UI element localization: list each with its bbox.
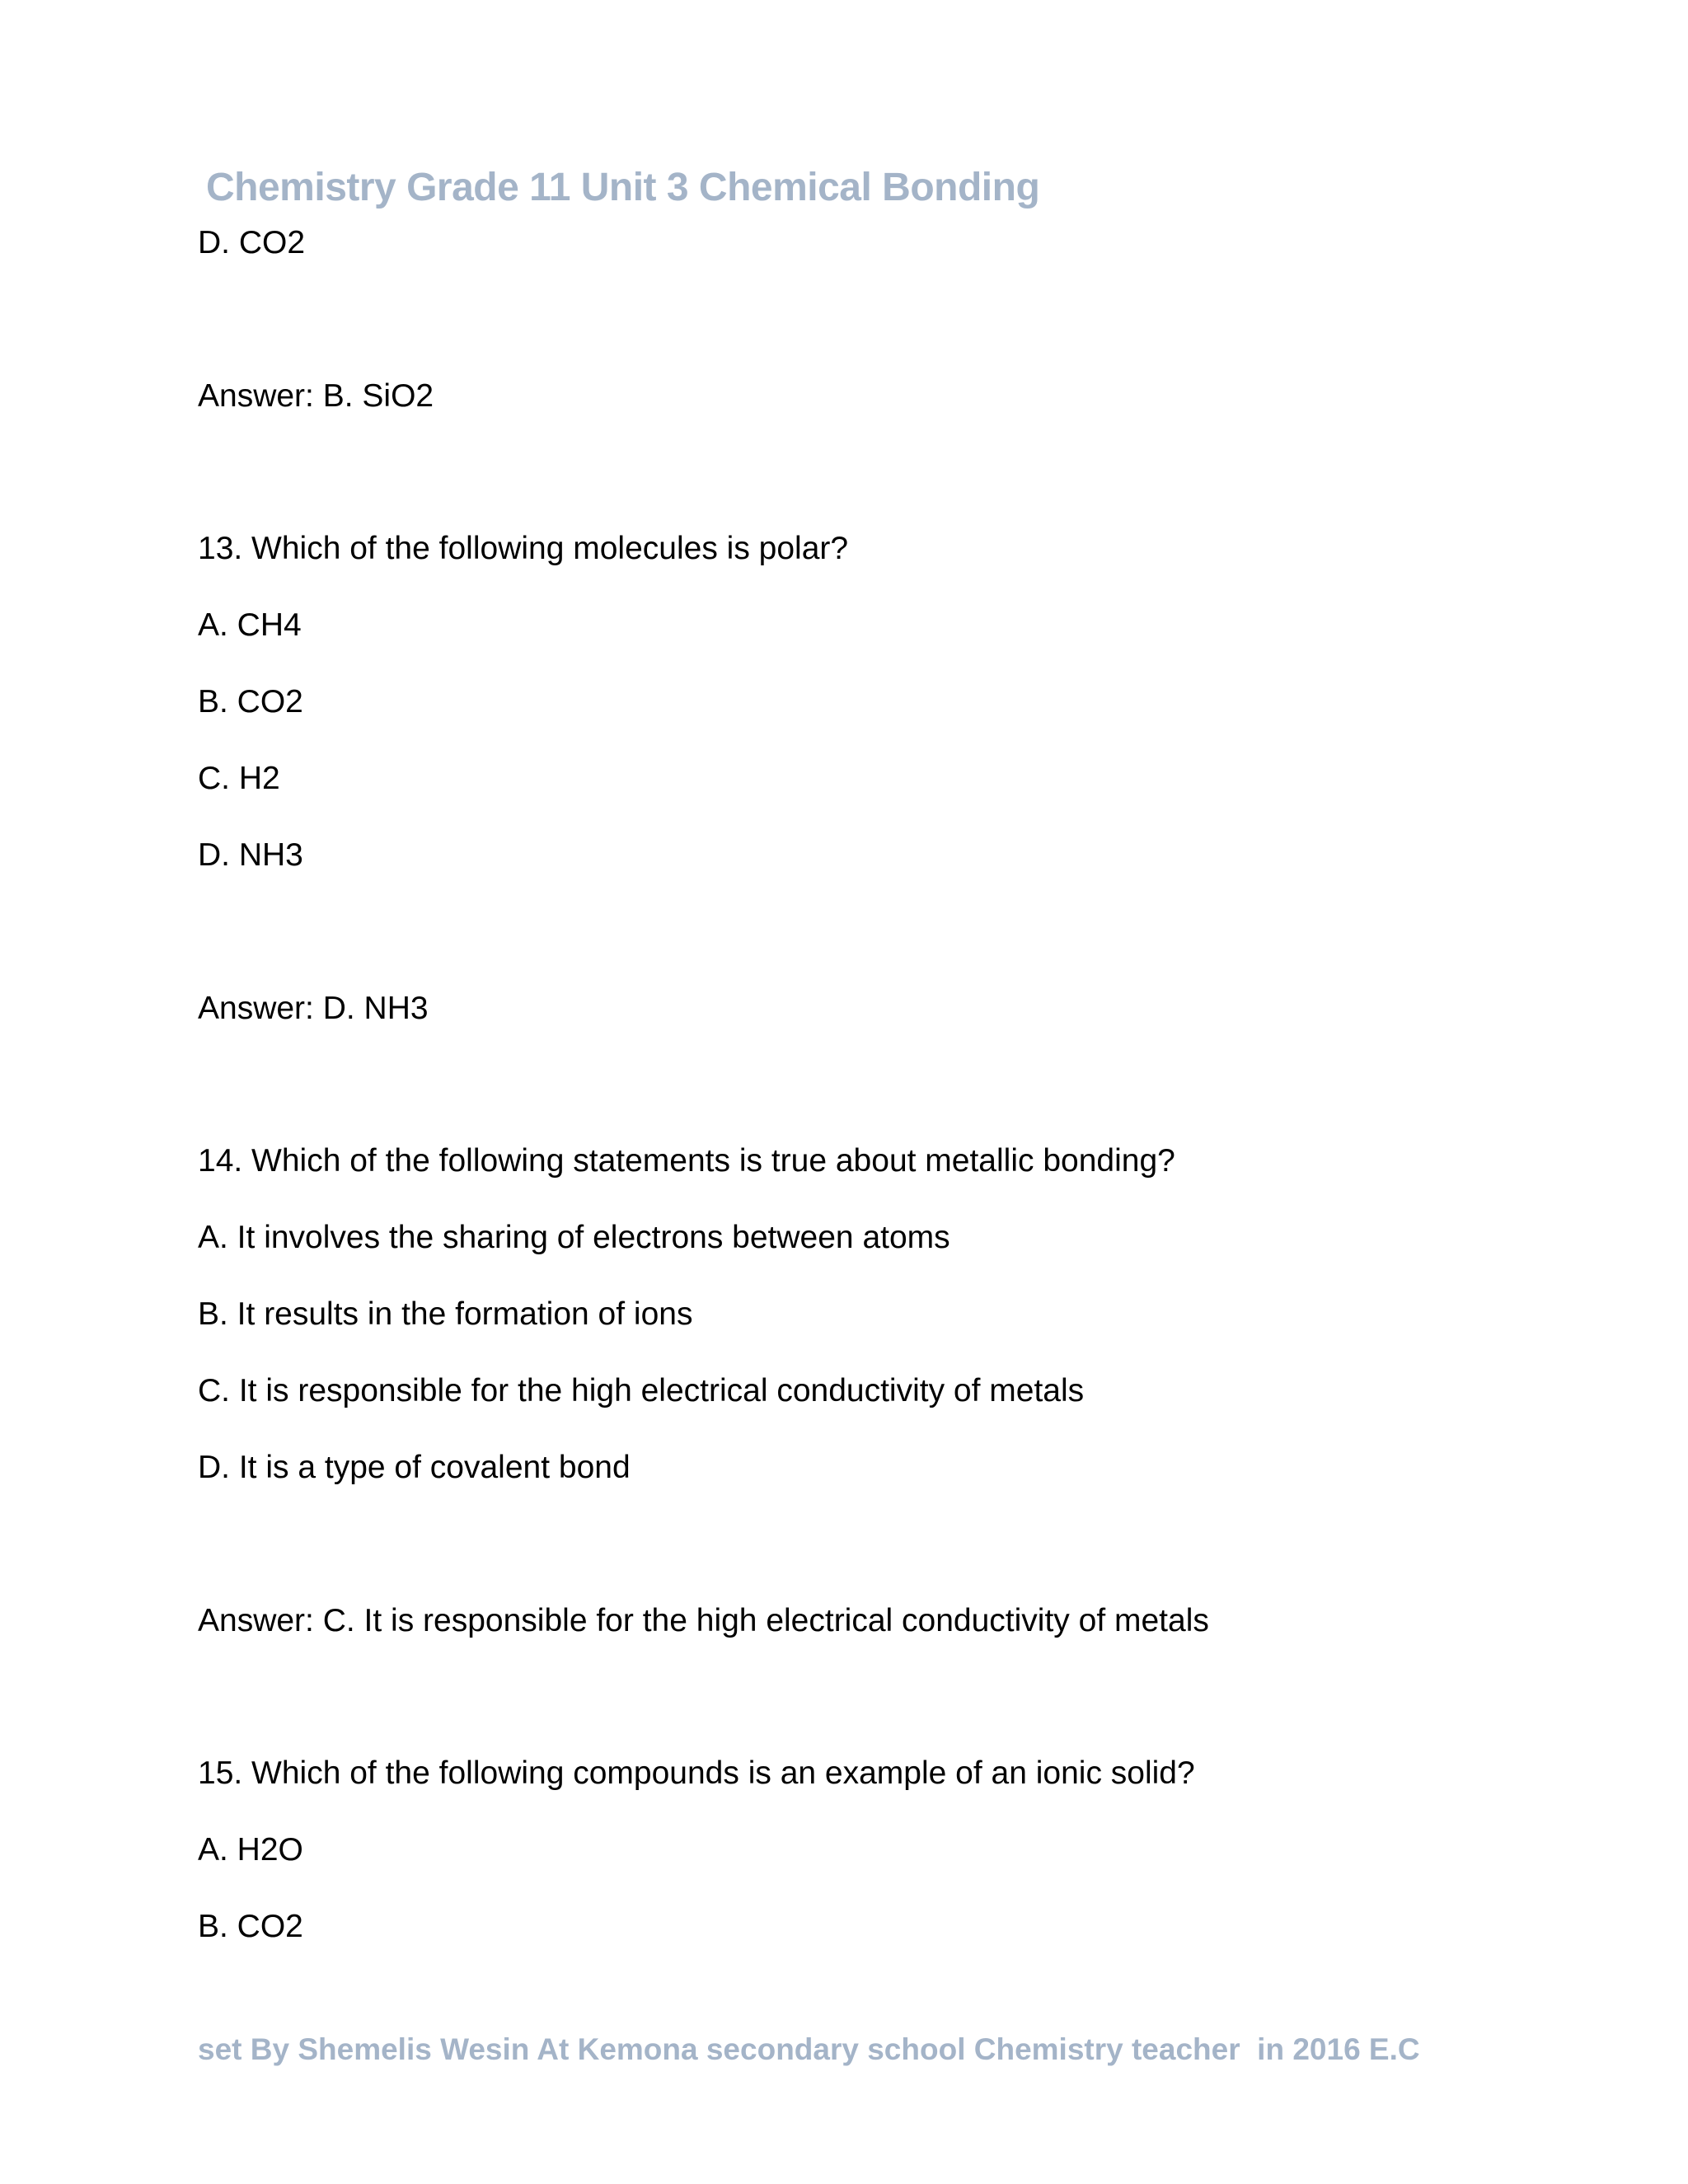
q14-option-d: D. It is a type of covalent bond xyxy=(198,1450,631,1485)
page-footer: set By Shemelis Wesin At Kemona secondary school Chemistry teacher in 2016 E.C xyxy=(198,2032,1420,2066)
q13-question: 13. Which of the following molecules is polar? xyxy=(198,531,849,566)
q13-option-a: A. CH4 xyxy=(198,607,302,643)
q13-option-c: C. H2 xyxy=(198,761,280,796)
q13-option-d: D. NH3 xyxy=(198,837,303,873)
q14-option-b: B. It results in the formation of ions xyxy=(198,1296,693,1332)
q15-question: 15. Which of the following compounds is an example of an ionic solid? xyxy=(198,1755,1195,1791)
q13-option-b: B. CO2 xyxy=(198,684,303,719)
q14-option-c: C. It is responsible for the high electrical conductivity of metals xyxy=(198,1373,1085,1408)
page-header-title: Chemistry Grade 11 Unit 3 Chemical Bonding xyxy=(206,166,1040,209)
q15-option-b: B. CO2 xyxy=(198,1909,303,1944)
q14-answer: Answer: C. It is responsible for the high electrical conductivity of metals xyxy=(198,1603,1209,1638)
q14-question: 14. Which of the following statements is true about metallic bonding? xyxy=(198,1143,1175,1179)
q13-answer: Answer: D. NH3 xyxy=(198,991,429,1026)
q14-option-a: A. It involves the sharing of electrons between atoms xyxy=(198,1220,950,1255)
q15-option-a: A. H2O xyxy=(198,1832,303,1868)
q12-option-d: D. CO2 xyxy=(198,225,306,260)
q12-answer: Answer: B. SiO2 xyxy=(198,378,434,414)
